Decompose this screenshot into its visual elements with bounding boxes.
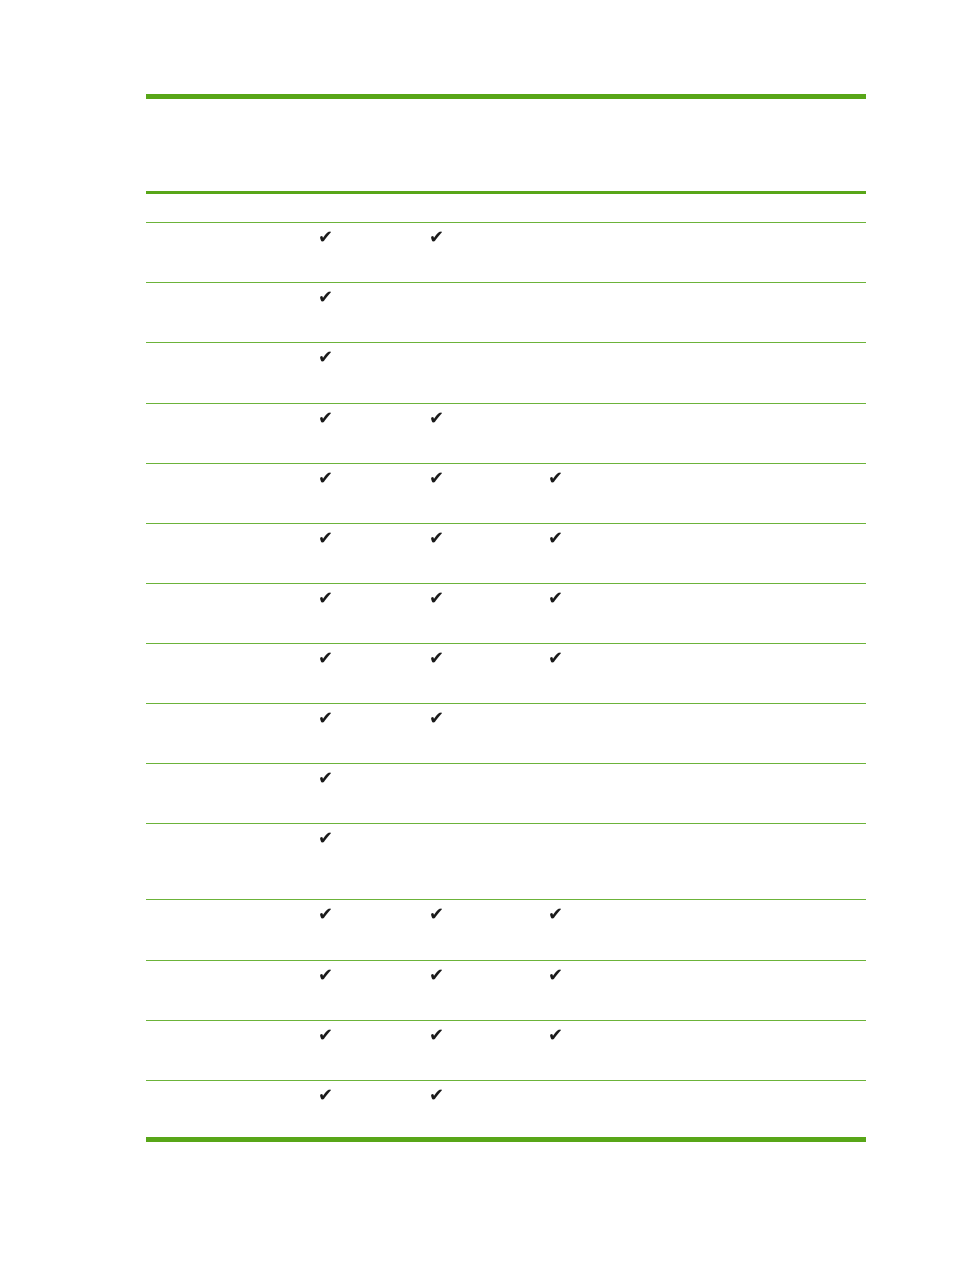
row-separator <box>146 1080 866 1081</box>
check-icon: ✔ <box>548 588 564 609</box>
check-icon: ✔ <box>318 468 334 489</box>
check-icon: ✔ <box>429 468 445 489</box>
check-icon: ✔ <box>548 1025 564 1046</box>
check-icon: ✔ <box>318 648 334 669</box>
check-icon: ✔ <box>548 965 564 986</box>
check-icon: ✔ <box>318 768 334 789</box>
check-icon: ✔ <box>429 904 445 925</box>
check-icon: ✔ <box>318 708 334 729</box>
compatibility-table <box>146 94 866 1143</box>
check-icon: ✔ <box>429 408 445 429</box>
check-icon: ✔ <box>429 648 445 669</box>
row-separator <box>146 823 866 824</box>
row-separator <box>146 899 866 900</box>
row-separator <box>146 703 866 704</box>
row-separator <box>146 403 866 404</box>
check-icon: ✔ <box>318 287 334 308</box>
check-icon: ✔ <box>318 347 334 368</box>
check-icon: ✔ <box>548 468 564 489</box>
check-icon: ✔ <box>318 528 334 549</box>
check-icon: ✔ <box>429 1025 445 1046</box>
check-icon: ✔ <box>318 1025 334 1046</box>
check-icon: ✔ <box>429 1085 445 1106</box>
row-separator <box>146 523 866 524</box>
row-separator <box>146 583 866 584</box>
check-icon: ✔ <box>318 828 334 849</box>
check-icon: ✔ <box>429 965 445 986</box>
row-separator <box>146 342 866 343</box>
table-header-rule <box>146 191 866 194</box>
check-icon: ✔ <box>318 408 334 429</box>
check-icon: ✔ <box>318 588 334 609</box>
check-icon: ✔ <box>429 528 445 549</box>
check-icon: ✔ <box>318 227 334 248</box>
row-separator <box>146 643 866 644</box>
check-icon: ✔ <box>548 648 564 669</box>
row-separator <box>146 763 866 764</box>
check-icon: ✔ <box>548 904 564 925</box>
table-top-rule <box>146 94 866 99</box>
check-icon: ✔ <box>548 528 564 549</box>
check-icon: ✔ <box>318 965 334 986</box>
row-separator <box>146 463 866 464</box>
check-icon: ✔ <box>429 227 445 248</box>
row-separator <box>146 282 866 283</box>
check-icon: ✔ <box>429 588 445 609</box>
check-icon: ✔ <box>429 708 445 729</box>
check-icon: ✔ <box>318 1085 334 1106</box>
row-separator <box>146 960 866 961</box>
row-separator <box>146 1020 866 1021</box>
table-bottom-rule <box>146 1137 866 1142</box>
check-icon: ✔ <box>318 904 334 925</box>
